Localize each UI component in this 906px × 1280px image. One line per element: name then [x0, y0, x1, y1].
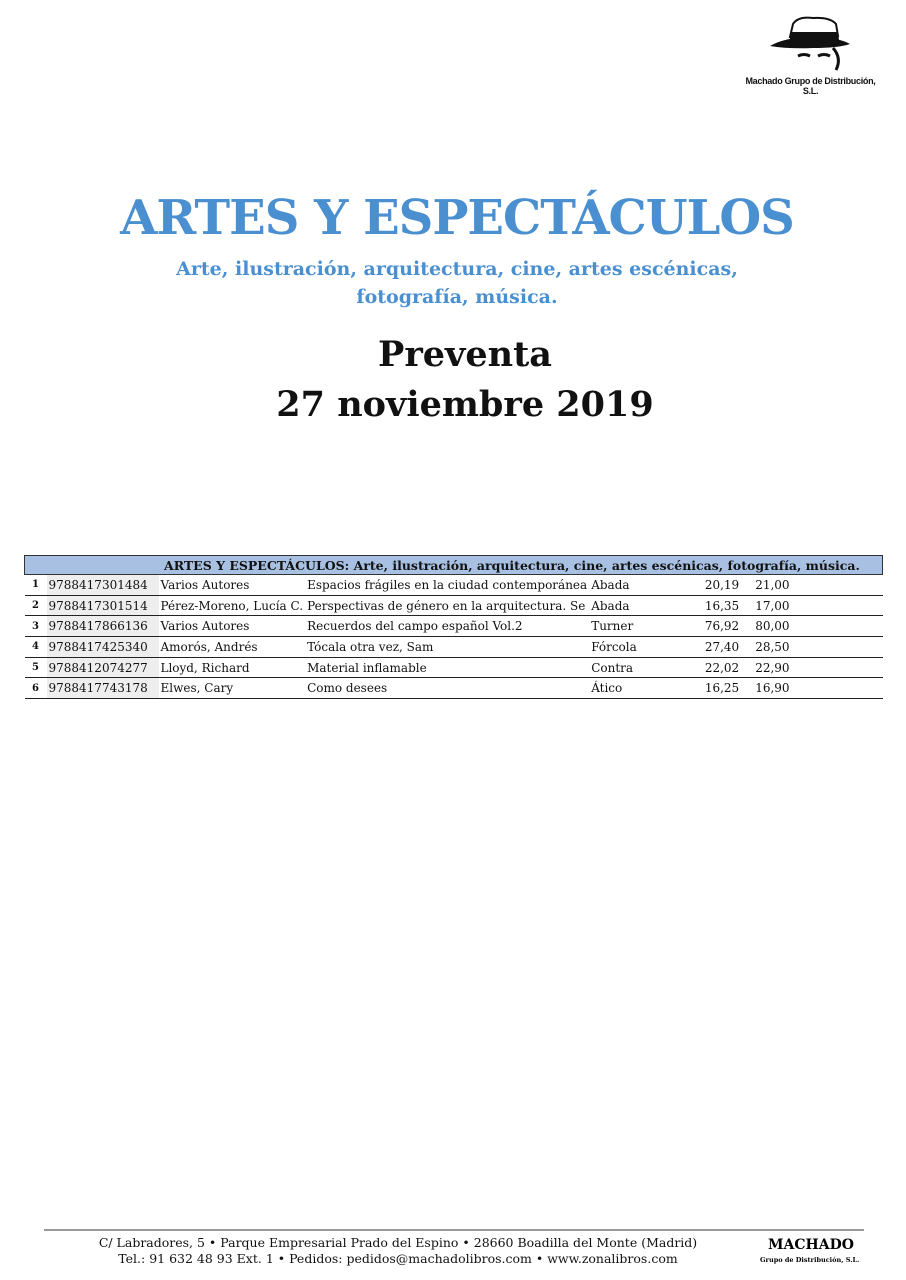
- table-row: [25, 637, 883, 658]
- row-number: 4: [25, 637, 47, 658]
- isbn-cell: 9788417743178: [47, 678, 159, 699]
- subtitle-line-1: Arte, ilustración, arquitectura, cine, artes escénicas,: [176, 258, 738, 280]
- publisher-cell: Turner: [589, 616, 693, 637]
- title-cell: Recuerdos del campo español Vol.2: [305, 616, 589, 637]
- footer-divider: [44, 1229, 864, 1231]
- table-heading: ARTES Y ESPECTÁCULOS: Arte, ilustración, arquitectura, cine, artes escénicas, fotografía, música.: [25, 556, 883, 575]
- title-cell: Como desees: [305, 678, 589, 699]
- author-cell: Varios Autores: [159, 616, 306, 637]
- price-cell: 17,00: [741, 595, 882, 616]
- subtitle-line-2: fotografía, música.: [356, 286, 558, 308]
- page-title: ARTES Y ESPECTÁCULOS: [120, 190, 794, 246]
- table-row: [25, 657, 883, 678]
- table-row: [25, 678, 883, 699]
- net-price-cell: 76,92: [693, 616, 741, 637]
- net-price-cell: 27,40: [693, 637, 741, 658]
- footer-brand: MACHADO: [768, 1237, 854, 1253]
- title-cell: Material inflamable: [305, 657, 589, 678]
- price-cell: 22,90: [741, 657, 882, 678]
- publisher-cell: Contra: [589, 657, 693, 678]
- footer-contact: Tel.: 91 632 48 93 Ext. 1 • Pedidos: pedidos@machadolibros.com • www.zonalibros.com: [118, 1251, 678, 1266]
- isbn-cell: 9788417301514: [47, 595, 159, 616]
- author-cell: Elwes, Cary: [159, 678, 306, 699]
- publisher-cell: Abada: [589, 595, 693, 616]
- table-row: [25, 595, 883, 616]
- net-price-cell: 22,02: [693, 657, 741, 678]
- author-cell: Pérez-Moreno, Lucía C.: [159, 595, 306, 616]
- presale-label: Preventa: [378, 334, 552, 375]
- row-number: 2: [25, 595, 47, 616]
- price-cell: 16,90: [741, 678, 882, 699]
- author-cell: Lloyd, Richard: [159, 657, 306, 678]
- publisher-cell: Abada: [589, 575, 693, 596]
- net-price-cell: 16,25: [693, 678, 741, 699]
- isbn-cell: 9788417425340: [47, 637, 159, 658]
- row-number: 3: [25, 616, 47, 637]
- table-row: [25, 575, 883, 596]
- hat-man-icon: [738, 10, 883, 76]
- presale-date: 27 noviembre 2019: [276, 384, 654, 425]
- footer-brand-sub: Grupo de Distribución, S.L.: [760, 1256, 860, 1264]
- author-cell: Amorós, Andrés: [159, 637, 306, 658]
- publisher-cell: Fórcola: [589, 637, 693, 658]
- row-number: 6: [25, 678, 47, 699]
- price-cell: 21,00: [741, 575, 882, 596]
- title-cell: Tócala otra vez, Sam: [305, 637, 589, 658]
- price-cell: 80,00: [741, 616, 882, 637]
- isbn-cell: 9788417866136: [47, 616, 159, 637]
- net-price-cell: 20,19: [693, 575, 741, 596]
- price-cell: 28,50: [741, 637, 882, 658]
- logo-text: Machado Grupo de Distribución, S.L.: [745, 76, 876, 96]
- title-cell: Perspectivas de género en la arquitectura. Se: [305, 595, 589, 616]
- machado-logo: [738, 10, 883, 95]
- isbn-cell: 9788412074277: [47, 657, 159, 678]
- isbn-cell: 9788417301484: [47, 575, 159, 596]
- row-number: 1: [25, 575, 47, 596]
- table-row: [25, 616, 883, 637]
- row-number: 5: [25, 657, 47, 678]
- net-price-cell: 16,35: [693, 595, 741, 616]
- footer-address: C/ Labradores, 5 • Parque Empresarial Prado del Espino • 28660 Boadilla del Monte (Madrid): [98, 1235, 698, 1250]
- book-table: [24, 555, 883, 699]
- title-cell: Espacios frágiles en la ciudad contemporánea: [305, 575, 589, 596]
- publisher-cell: Ático: [589, 678, 693, 699]
- author-cell: Varios Autores: [159, 575, 306, 596]
